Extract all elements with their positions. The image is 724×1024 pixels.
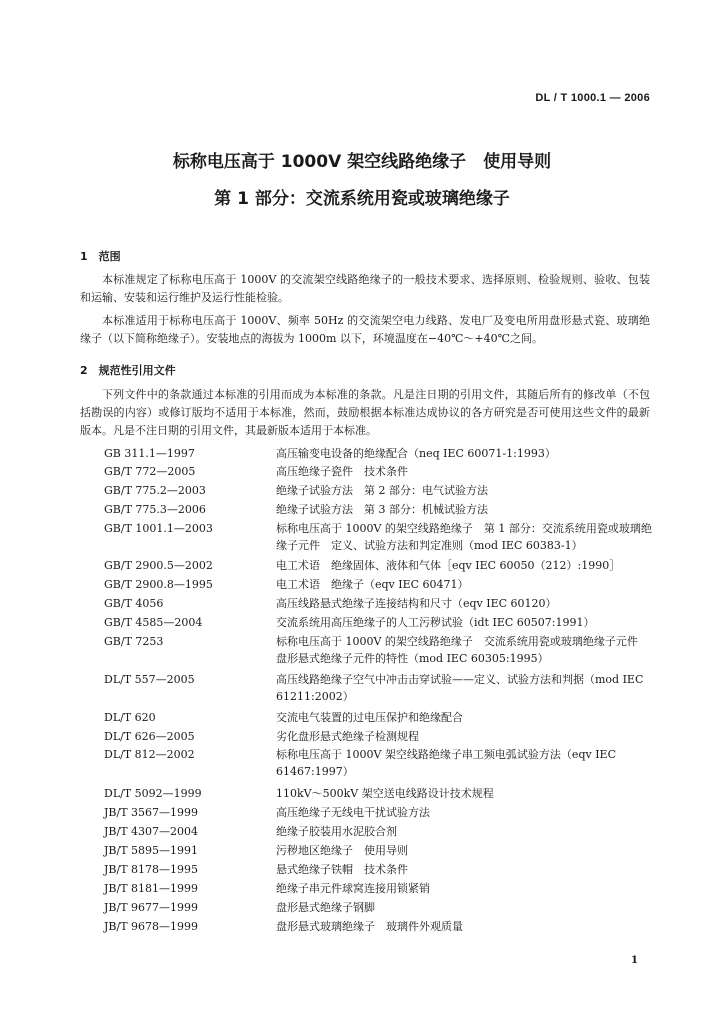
reference-title: 绝缘子胶装用水泥胶合剂: [276, 825, 397, 838]
reference-title: 高压输变电设备的绝缘配合（neq IEC 60071-1:1993）: [276, 447, 556, 460]
reference-code: JB/T 3567—1999: [104, 806, 199, 819]
reference-title: 高压绝缘子无线电干扰试验方法: [276, 806, 430, 819]
reference-code: JB/T 4307—2004: [104, 825, 199, 838]
reference-code: GB/T 4585—2004: [104, 616, 203, 629]
section-2-heading: 2 规范性引用文件: [80, 364, 176, 377]
reference-code: DL/T 812—2002: [104, 748, 195, 761]
reference-title: 110kV～500kV 架空送电线路设计技术规程: [276, 787, 494, 800]
reference-code: DL/T 557—2005: [104, 673, 195, 686]
reference-code: GB/T 772—2005: [104, 465, 196, 478]
reference-code: GB/T 2900.5—2002: [104, 559, 213, 572]
reference-code: GB/T 1001.1—2003: [104, 522, 213, 535]
reference-code: JB/T 5895—1991: [104, 844, 199, 857]
reference-code: DL/T 620: [104, 711, 156, 724]
section-1-paragraph-1: 本标准规定了标称电压高于 1000V 的交流架空线路绝缘子的一般技术要求、选择原则、检验规则、验收、包装和运输、安装和运行维护及运行性能检验。: [80, 273, 650, 304]
reference-title: 劣化盘形悬式绝缘子检测规程: [276, 730, 419, 743]
reference-title: 电工术语 绝缘固体、液体和气体［eqv IEC 60050（212）:1990］: [276, 559, 621, 572]
reference-title: 电工术语 绝缘子（eqv IEC 60471）: [276, 578, 469, 591]
page-number: 1: [631, 955, 638, 966]
reference-code: DL/T 626—2005: [104, 730, 195, 743]
reference-code: JB/T 9678—1999: [104, 920, 199, 933]
reference-code: GB/T 775.2—2003: [104, 484, 206, 497]
section-1-heading: 1 范围: [80, 250, 121, 263]
section-2-paragraph: 下列文件中的条款通过本标准的引用而成为本标准的条款。凡是注日期的引用文件，其随后所有的修改单（不包括勘误的内容）或修订版均不适用于本标准，然而，鼓励根据本标准达成协议的各方研究是否可使用这些文件的最新版本。凡是不注日期的引用文件，其最新版本适用于本标准。: [80, 388, 650, 437]
reference-code: JB/T 8181—1999: [104, 882, 199, 895]
reference-code: GB/T 4056: [104, 597, 164, 610]
reference-title: 高压绝缘子瓷件 技术条件: [276, 465, 408, 478]
reference-title: 高压线路悬式绝缘子连接结构和尺寸（eqv IEC 60120）: [276, 597, 557, 610]
reference-title: 盘形悬式绝缘子钢脚: [276, 901, 375, 914]
standard-code: DL / T 1000.1 — 2006: [535, 92, 650, 104]
reference-code: JB/T 8178—1995: [104, 863, 199, 876]
reference-title: 标称电压高于 1000V 的架空线路绝缘子 第 1 部分：交流系统用瓷或玻璃绝缘子元件 定义、试验方法和判定准则（mod IEC 60383-1）: [276, 522, 652, 552]
reference-code: GB/T 2900.8—1995: [104, 578, 213, 591]
reference-title: 高压线路绝缘子空气中冲击击穿试验——定义、试验方法和判据（mod IEC 61211:2002）: [276, 673, 644, 703]
reference-title: 绝缘子串元件球窝连接用锁紧销: [276, 882, 430, 895]
reference-title: 绝缘子试验方法 第 2 部分：电气试验方法: [276, 484, 488, 497]
reference-title: 标称电压高于 1000V 的架空线路绝缘子 交流系统用瓷或玻璃绝缘子元件 盘形悬式绝缘子元件的特性（mod IEC 60305:1995）: [276, 635, 649, 665]
reference-code: DL/T 5092—1999: [104, 787, 202, 800]
reference-title: 盘形悬式玻璃绝缘子 玻璃件外观质量: [276, 920, 463, 933]
reference-code: JB/T 9677—1999: [104, 901, 199, 914]
reference-title: 交流电气装置的过电压保护和绝缘配合: [276, 711, 463, 724]
reference-title: 绝缘子试验方法 第 3 部分：机械试验方法: [276, 503, 488, 516]
reference-title: 标称电压高于 1000V 架空线路绝缘子串工频电弧试验方法（eqv IEC 61467:1997）: [276, 748, 616, 778]
reference-title: 交流系统用高压绝缘子的人工污秽试验（idt IEC 60507:1991）: [276, 616, 595, 629]
document-title-line2: 第 1 部分：交流系统用瓷或玻璃绝缘子: [214, 189, 510, 209]
reference-code: GB 311.1—1997: [104, 447, 195, 460]
document-title-line1: 标称电压高于 1000V 架空线路绝缘子 使用导则: [172, 152, 552, 172]
reference-code: GB/T 775.3—2006: [104, 503, 206, 516]
reference-title: 悬式绝缘子铁帽 技术条件: [276, 863, 408, 876]
reference-code: GB/T 7253: [104, 635, 164, 648]
section-1-paragraph-2: 本标准适用于标称电压高于 1000V、频率 50Hz 的交流架空电力线路、发电厂及变电所用盘形悬式瓷、玻璃绝缘子（以下简称绝缘子）。安装地点的海拔为 1000m 以下，环境温度在−40℃～+40℃之间。: [80, 314, 650, 345]
reference-title: 污秽地区绝缘子 使用导则: [276, 844, 408, 857]
